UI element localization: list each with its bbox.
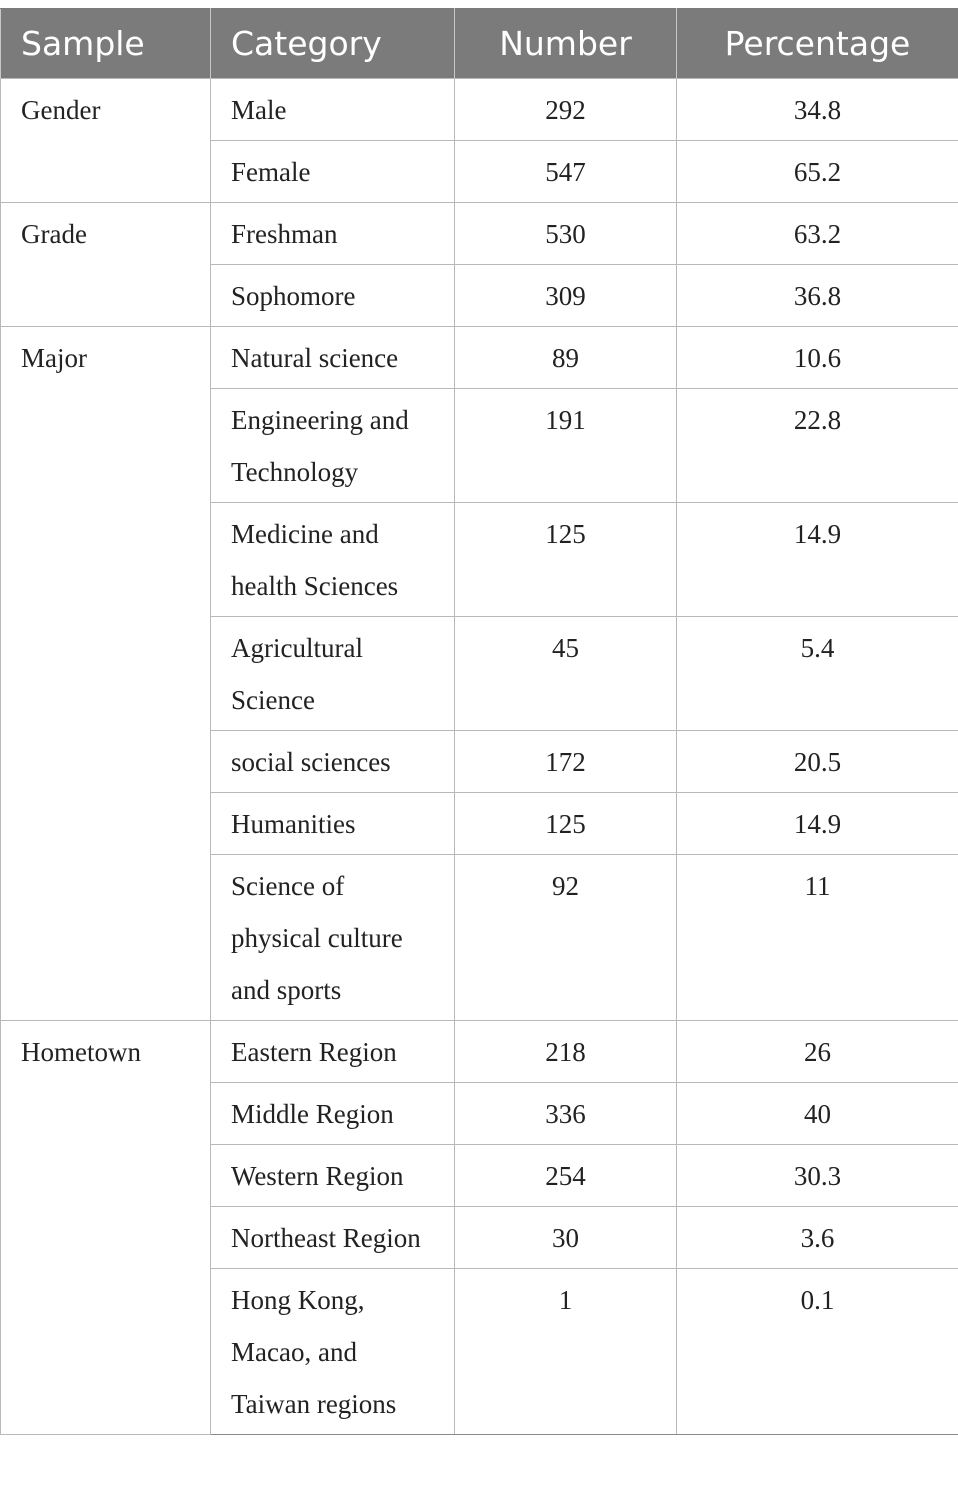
number-cell: 191 <box>455 389 677 503</box>
sample-group-cell: Grade <box>1 203 211 327</box>
sample-group-cell: Major <box>1 327 211 1021</box>
number-cell: 218 <box>455 1021 677 1083</box>
category-cell: Natural science <box>211 327 455 389</box>
header-percentage: Percentage <box>677 9 958 79</box>
category-cell: Science of physical culture and sports <box>211 855 455 1021</box>
percentage-cell: 10.6 <box>677 327 958 389</box>
sample-group-cell: Hometown <box>1 1021 211 1435</box>
number-cell: 125 <box>455 503 677 617</box>
percentage-cell: 34.8 <box>677 79 958 141</box>
number-cell: 45 <box>455 617 677 731</box>
number-cell: 89 <box>455 327 677 389</box>
percentage-cell: 14.9 <box>677 793 958 855</box>
number-cell: 1 <box>455 1269 677 1435</box>
category-cell: Northeast Region <box>211 1207 455 1269</box>
category-cell: Western Region <box>211 1145 455 1207</box>
number-cell: 292 <box>455 79 677 141</box>
category-cell: Engineering and Technology <box>211 389 455 503</box>
category-cell: Medicine and health Sciences <box>211 503 455 617</box>
number-cell: 30 <box>455 1207 677 1269</box>
number-cell: 530 <box>455 203 677 265</box>
number-cell: 547 <box>455 141 677 203</box>
number-cell: 172 <box>455 731 677 793</box>
category-cell: Hong Kong, Macao, and Taiwan regions <box>211 1269 455 1435</box>
category-cell: Female <box>211 141 455 203</box>
percentage-cell: 63.2 <box>677 203 958 265</box>
percentage-cell: 3.6 <box>677 1207 958 1269</box>
number-cell: 254 <box>455 1145 677 1207</box>
table-body <box>1 79 958 1435</box>
category-cell: Middle Region <box>211 1083 455 1145</box>
header-row <box>1 9 958 79</box>
percentage-cell: 65.2 <box>677 141 958 203</box>
header-sample: Sample <box>1 9 211 79</box>
category-cell: Sophomore <box>211 265 455 327</box>
header-number: Number <box>455 9 677 79</box>
percentage-cell: 14.9 <box>677 503 958 617</box>
category-cell: Agricultural Science <box>211 617 455 731</box>
sample-demographics-table <box>0 8 958 1435</box>
category-cell: social sciences <box>211 731 455 793</box>
percentage-cell: 26 <box>677 1021 958 1083</box>
table-row <box>1 1021 958 1083</box>
percentage-cell: 0.1 <box>677 1269 958 1435</box>
number-cell: 125 <box>455 793 677 855</box>
table-row <box>1 79 958 141</box>
category-cell: Freshman <box>211 203 455 265</box>
sample-group-cell: Gender <box>1 79 211 203</box>
percentage-cell: 22.8 <box>677 389 958 503</box>
percentage-cell: 30.3 <box>677 1145 958 1207</box>
percentage-cell: 40 <box>677 1083 958 1145</box>
category-cell: Eastern Region <box>211 1021 455 1083</box>
table-header <box>1 9 958 79</box>
percentage-cell: 36.8 <box>677 265 958 327</box>
category-cell: Male <box>211 79 455 141</box>
table-row <box>1 327 958 389</box>
category-cell: Humanities <box>211 793 455 855</box>
header-category: Category <box>211 9 455 79</box>
number-cell: 92 <box>455 855 677 1021</box>
number-cell: 309 <box>455 265 677 327</box>
number-cell: 336 <box>455 1083 677 1145</box>
percentage-cell: 5.4 <box>677 617 958 731</box>
percentage-cell: 11 <box>677 855 958 1021</box>
percentage-cell: 20.5 <box>677 731 958 793</box>
table-row <box>1 203 958 265</box>
